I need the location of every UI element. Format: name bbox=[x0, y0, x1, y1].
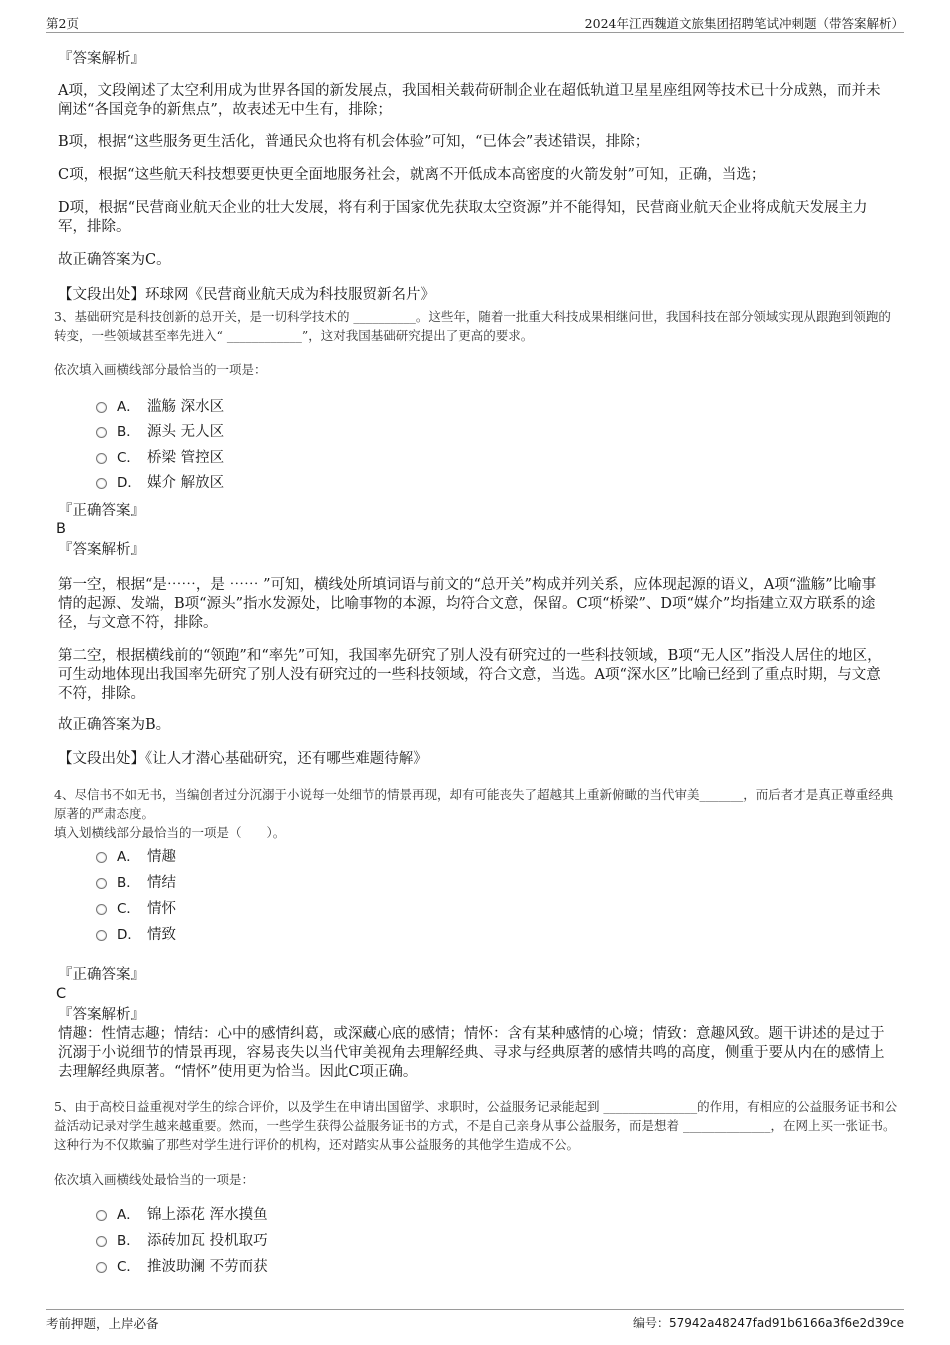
q3-analysis-2: 第二空，根据横线前的“领跑”和“率先”可知，我国率先研究了别人没有研究过的一些科技领域，B项“无人区”指没人居住的地区，可生动地体现出我国率先研究了别人没有研究过的一些科技领域，符合文意，当选。A项“深水区”比喻已经到了重点时期，与文意不符，排除。 bbox=[58, 648, 882, 702]
q2-analysis-a: A项，文段阐述了太空利用成为世界各国的新发展点，我国相关载荷研制企业在超低轨道卫星星座组网等技术已十分成熟，而并未阐述“各国竞争的新焦点”，故表述无中生有，排除； bbox=[58, 83, 881, 118]
q5-stem: 5、由于高校日益重视对学生的综合评价，以及学生在申请出国留学、求职时，公益服务记录能起到 _______________的作用，有相应的公益服务证书和公益活动记录对学生越来越重要。然而，一些学生获得公益服务证书的方式，不是自己亲身从事公益服务，而是想着 ______________，在网上买一张证书。这种行为不仅欺骗了那些对学生进行评价的机构，还对踏实从事公益服务的其他学生造成不公。 bbox=[54, 1099, 898, 1152]
q3-correct-label: 『正确答案』 bbox=[58, 503, 145, 519]
q3-option-b[interactable]: B． 源头 无人区 bbox=[96, 422, 224, 442]
radio-icon[interactable] bbox=[96, 852, 107, 863]
q3-option-a[interactable]: A． 滥觞 深水区 bbox=[96, 397, 224, 417]
q2-analysis-label: 『答案解析』 bbox=[58, 51, 145, 67]
option-text: 情致 bbox=[147, 927, 176, 943]
option-text: 情结 bbox=[147, 875, 176, 891]
q3-conclusion: 故正确答案为B。 bbox=[58, 717, 171, 733]
radio-icon[interactable] bbox=[96, 478, 107, 489]
radio-icon[interactable] bbox=[96, 930, 107, 941]
q2-conclusion: 故正确答案为C。 bbox=[58, 252, 171, 268]
q2-analysis-b: B项，根据“这些服务更生活化，普通民众也将有机会体验”可知，“已体会”表述错误，排除； bbox=[58, 134, 650, 150]
q3-option-d[interactable]: D． 媒介 解放区 bbox=[96, 473, 224, 493]
q3-analysis-1: 第一空，根据“是⋯⋯，是 ⋯⋯ ”可知，横线处所填词语与前文的“总开关”构成并列关系，应体现起源的语义，A项“滥觞”比喻事情的起源、发端，B项“源头”指水发源处，比喻事物的本源，均符合文意，保留。C项“桥梁”、D项“媒介”均指建立双方联系的途径，与文意不符，排除。 bbox=[58, 577, 877, 631]
q4-option-a[interactable]: A． 情趣 bbox=[96, 847, 176, 867]
option-text: 推波助澜 不劳而获 bbox=[147, 1259, 268, 1275]
option-text: 情趣 bbox=[147, 849, 176, 865]
radio-icon[interactable] bbox=[96, 453, 107, 464]
q4-prompt: 填入划横线部分最恰当的一项是（ ）。 bbox=[54, 825, 286, 840]
option-text: 源头 无人区 bbox=[147, 424, 225, 440]
q4-stem: 4、尽信书不如无书，当编创者过分沉溺于小说每一处细节的情景再现，却有可能丧失了超越其上重新俯瞰的当代审美_______，而后者才是真正尊重经典原著的严肃态度。 bbox=[54, 787, 894, 821]
q4-option-d[interactable]: D． 情致 bbox=[96, 925, 176, 945]
q5-option-b[interactable]: B． 添砖加瓦 投机取巧 bbox=[96, 1231, 268, 1251]
option-text: 滥觞 深水区 bbox=[147, 399, 225, 415]
q4-analysis: 情趣：性情志趣；情结：心中的感情纠葛，或深藏心底的感情；情怀：含有某种感情的心境；情致：意趣风致。题干讲述的是过于沉溺于小说细节的情景再现，容易丧失以当代审美视角去理解经典、寻求与经典原著的感情共鸣的高度，侧重于要从内在的感情上去理解经典原著。“情怀”使用更为恰当。因此C项正确。 bbox=[58, 1026, 885, 1080]
option-text: 情怀 bbox=[147, 901, 176, 917]
radio-icon[interactable] bbox=[96, 1236, 107, 1247]
page-header bbox=[46, 14, 904, 33]
radio-icon[interactable] bbox=[96, 1210, 107, 1221]
radio-icon[interactable] bbox=[96, 1262, 107, 1273]
option-text: 添砖加瓦 投机取巧 bbox=[147, 1233, 268, 1249]
q3-correct-answer: B bbox=[56, 521, 66, 537]
page-number: 第2页 bbox=[46, 16, 79, 31]
q2-analysis-c: C项，根据“这些航天科技想要更快更全面地服务社会，就离不开低成本高密度的火箭发射”可知，正确，当选； bbox=[58, 167, 766, 183]
option-text: 桥梁 管控区 bbox=[147, 450, 225, 466]
q4-option-b[interactable]: B． 情结 bbox=[96, 873, 176, 893]
radio-icon[interactable] bbox=[96, 402, 107, 413]
document-code: 编号：57942a48247fad91b6166a3f6e2d39ce bbox=[632, 1316, 904, 1330]
q3-stem: 3、基础研究是科技创新的总开关，是一切科学技术的 __________。这些年，随着一批重大科技成果相继问世，我国科技在部分领域实现从跟跑到领跑的转变，一些领域甚至率先进入“ ____________”，这对我国基础研究提出了更高的要求。 bbox=[54, 309, 891, 343]
q4-correct-answer: C bbox=[56, 986, 67, 1002]
q3-analysis-label: 『答案解析』 bbox=[58, 542, 145, 558]
q2-source: 【文段出处】环球网《民营商业航天成为科技服贸新名片》 bbox=[58, 287, 435, 303]
option-text: 锦上添花 浑水摸鱼 bbox=[147, 1207, 268, 1223]
q5-option-a[interactable]: A． 锦上添花 浑水摸鱼 bbox=[96, 1205, 268, 1225]
q4-analysis-label: 『答案解析』 bbox=[58, 1007, 145, 1023]
q4-correct-label: 『正确答案』 bbox=[58, 967, 145, 983]
q5-option-c[interactable]: C． 推波助澜 不劳而获 bbox=[96, 1257, 268, 1277]
page-footer bbox=[46, 1309, 904, 1334]
q3-option-c[interactable]: C． 桥梁 管控区 bbox=[96, 448, 224, 468]
document-title: 2024年江西魏道文旅集团招聘笔试冲刺题（带答案解析） bbox=[584, 16, 904, 31]
q4-option-c[interactable]: C． 情怀 bbox=[96, 899, 176, 919]
footer-slogan: 考前押题，上岸必备 bbox=[46, 1316, 159, 1331]
q5-prompt: 依次填入画横线处最恰当的一项是： bbox=[54, 1172, 255, 1187]
radio-icon[interactable] bbox=[96, 427, 107, 438]
q2-analysis-d: D项，根据“民营商业航天企业的壮大发展，将有利于国家优先获取太空资源”并不能得知，民营商业航天企业将成航天发展主力军，排除。 bbox=[58, 200, 868, 235]
radio-icon[interactable] bbox=[96, 904, 107, 915]
option-text: 媒介 解放区 bbox=[147, 475, 225, 491]
q3-prompt: 依次填入画横线部分最恰当的一项是： bbox=[54, 362, 267, 377]
q3-source: 【文段出处】《让人才潜心基础研究，还有哪些难题待解》 bbox=[58, 751, 428, 767]
radio-icon[interactable] bbox=[96, 878, 107, 889]
